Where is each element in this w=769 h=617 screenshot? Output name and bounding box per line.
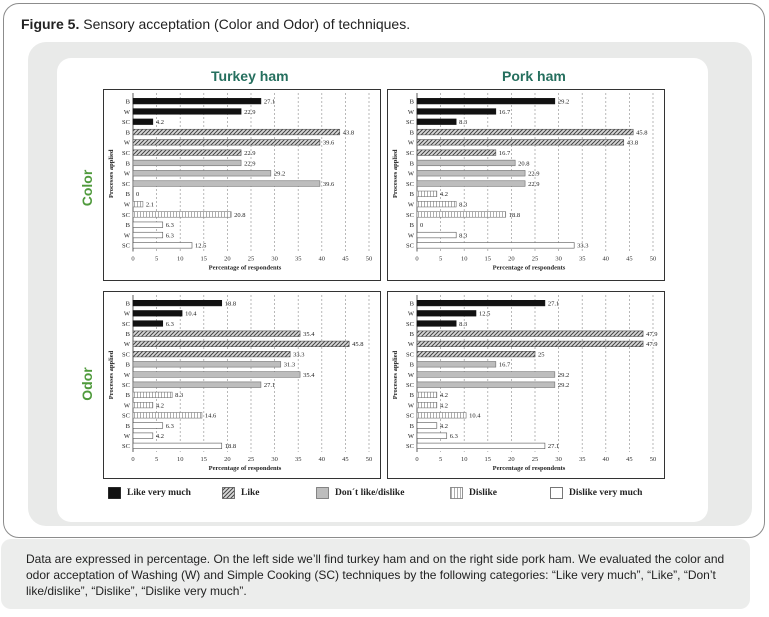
bar-dont_like_dislike xyxy=(417,181,525,187)
category-label: SC xyxy=(406,119,414,127)
bar-like xyxy=(417,351,535,357)
data-label: 8.3 xyxy=(459,320,468,328)
row-label-color: Color xyxy=(79,169,95,207)
data-label: 29.2 xyxy=(273,170,286,178)
category-label: W xyxy=(123,433,130,440)
bar-like xyxy=(133,150,241,156)
category-label: W xyxy=(407,371,414,379)
data-label: 4.2 xyxy=(155,433,164,440)
data-label: 4.2 xyxy=(439,402,448,410)
data-label: 27.1 xyxy=(263,98,276,106)
y-axis-title: Processes applied xyxy=(392,149,399,198)
x-tick-label: 20 xyxy=(224,255,231,263)
category-label: W xyxy=(407,402,414,410)
bar-like xyxy=(133,129,340,135)
bar-dislike xyxy=(417,413,466,419)
bar-dislike_very_much xyxy=(133,243,192,249)
chart-turkey-odor xyxy=(103,291,381,479)
category-label: W xyxy=(407,139,414,147)
bar-like_very_much xyxy=(417,300,545,306)
data-label: 18.8 xyxy=(508,211,521,219)
legend-item-dislike xyxy=(450,486,497,500)
x-tick-label: 35 xyxy=(578,255,586,263)
data-label: 33.3 xyxy=(577,242,589,250)
data-label: 35.4 xyxy=(303,371,315,379)
data-label: 4.2 xyxy=(155,402,164,410)
category-label: B xyxy=(125,160,130,168)
data-label: 18.8 xyxy=(224,300,237,308)
category-label: W xyxy=(123,310,130,318)
x-tick-label: 40 xyxy=(318,255,326,263)
bar-like_very_much xyxy=(417,109,496,115)
legend-label: Dislike xyxy=(469,488,497,498)
bar-dislike_very_much xyxy=(133,433,153,439)
figure-title-text: Sensory acceptation (Color and Odor) of techniques. xyxy=(79,16,411,32)
data-label: 4.2 xyxy=(439,422,448,430)
x-tick-label: 0 xyxy=(131,255,135,263)
category-label: W xyxy=(123,108,130,116)
category-label: B xyxy=(125,392,130,400)
bar-like_very_much xyxy=(133,311,182,317)
x-tick-label: 0 xyxy=(131,456,135,463)
x-tick-label: 40 xyxy=(318,456,326,463)
data-label: 45.8 xyxy=(352,341,364,349)
legend-label: Like very much xyxy=(127,488,191,498)
data-label: 18.8 xyxy=(224,443,237,451)
category-label: SC xyxy=(406,180,414,188)
data-label: 4.2 xyxy=(439,191,448,199)
x-tick-label: 10 xyxy=(460,255,468,263)
category-label: B xyxy=(125,361,130,369)
x-tick-label: 45 xyxy=(342,255,349,263)
bar-dislike xyxy=(417,212,506,218)
bar-like_very_much xyxy=(133,109,241,115)
bar-dislike xyxy=(417,392,437,398)
category-label: SC xyxy=(122,119,130,127)
category-label: B xyxy=(409,191,414,199)
x-tick-label: 35 xyxy=(294,456,302,463)
data-label: 6.3 xyxy=(165,422,174,430)
bar-like xyxy=(133,140,320,146)
data-label: 6.3 xyxy=(449,433,458,440)
bar-dislike xyxy=(417,201,456,207)
x-tick-label: 45 xyxy=(626,456,633,463)
bar-dislike xyxy=(417,402,437,408)
legend-label: Like xyxy=(241,488,260,498)
data-label: 29.2 xyxy=(557,98,570,106)
category-label: B xyxy=(409,160,414,168)
bar-like xyxy=(417,140,624,146)
data-label: 25 xyxy=(538,351,545,359)
bar-dislike_very_much xyxy=(417,443,545,449)
category-label: SC xyxy=(406,443,414,451)
bar-like xyxy=(417,331,643,337)
category-label: SC xyxy=(122,242,130,250)
bar-like_very_much xyxy=(417,321,456,327)
category-label: W xyxy=(123,402,130,410)
category-label: W xyxy=(123,232,130,240)
category-label: B xyxy=(409,392,414,400)
bar-like xyxy=(417,341,643,347)
legend-label: Dislike very much xyxy=(569,488,643,498)
bar-like_very_much xyxy=(133,119,153,125)
column-title-turkey: Turkey ham xyxy=(211,68,289,84)
bar-dislike xyxy=(133,392,172,398)
data-label: 47.9 xyxy=(646,331,658,338)
category-label: B xyxy=(125,222,130,230)
data-label: 16.7 xyxy=(498,108,511,116)
legend-item-dislike-very-much xyxy=(550,486,642,500)
bar-dislike_very_much xyxy=(133,222,163,228)
data-label: 29.2 xyxy=(557,371,570,379)
category-label: SC xyxy=(122,320,130,328)
bar-like xyxy=(417,129,633,135)
data-label: 20.8 xyxy=(234,211,246,219)
x-tick-label: 20 xyxy=(224,456,231,463)
x-tick-label: 10 xyxy=(460,456,468,463)
x-axis-title: Percentage of respondents xyxy=(492,465,566,472)
x-tick-label: 30 xyxy=(271,456,278,463)
bar-like_very_much xyxy=(417,98,555,104)
y-axis-title: Processes applied xyxy=(108,350,115,400)
category-label: W xyxy=(123,371,130,379)
chart-turkey-color xyxy=(103,89,381,281)
bar-dont_like_dislike xyxy=(133,372,300,378)
y-axis-title: Processes applied xyxy=(108,149,115,198)
category-label: W xyxy=(123,139,130,147)
bar-like_very_much xyxy=(417,119,456,125)
category-label: SC xyxy=(406,320,414,328)
x-tick-label: 10 xyxy=(176,255,184,263)
legend-swatch xyxy=(316,487,329,499)
data-label: 27.1 xyxy=(547,443,560,451)
data-label: 27.1 xyxy=(547,300,560,308)
bar-dislike_very_much xyxy=(417,433,447,439)
category-label: B xyxy=(125,98,130,106)
legend-swatch xyxy=(450,487,463,499)
bar-dont_like_dislike xyxy=(417,160,515,166)
legend-swatch xyxy=(108,487,121,499)
bar-dont_like_dislike xyxy=(417,382,555,388)
x-tick-label: 5 xyxy=(438,456,443,463)
bar-like_very_much xyxy=(417,311,476,317)
data-label: 22.9 xyxy=(244,108,256,116)
category-label: SC xyxy=(122,382,130,389)
legend-label: Don´t like/dislike xyxy=(335,488,405,498)
x-tick-label: 15 xyxy=(484,255,492,263)
chart-pork-odor xyxy=(387,291,665,479)
x-tick-label: 35 xyxy=(294,255,302,263)
category-label: SC xyxy=(406,149,414,157)
x-tick-label: 30 xyxy=(271,255,278,263)
x-tick-label: 5 xyxy=(154,255,159,263)
legend-swatch xyxy=(222,487,235,499)
bar-like xyxy=(133,331,300,337)
bar-like_very_much xyxy=(133,300,222,306)
bar-dislike xyxy=(133,212,231,218)
category-label: B xyxy=(125,331,130,338)
x-axis-title: Percentage of respondents xyxy=(208,465,282,472)
data-label: 43.8 xyxy=(626,139,639,147)
bar-dont_like_dislike xyxy=(133,170,271,176)
data-label: 22.9 xyxy=(528,170,540,178)
chart-pork-color xyxy=(387,89,665,281)
category-label: W xyxy=(407,170,414,178)
data-label: 16.7 xyxy=(498,361,511,369)
bar-like xyxy=(133,341,349,347)
caption-box xyxy=(1,539,750,609)
x-axis-title: Percentage of respondents xyxy=(208,264,282,272)
bar-dislike_very_much xyxy=(133,232,163,238)
category-label: B xyxy=(409,331,414,338)
x-tick-label: 45 xyxy=(342,456,349,463)
x-tick-label: 30 xyxy=(555,456,562,463)
bar-dislike_very_much xyxy=(417,243,574,249)
data-label: 8.3 xyxy=(175,392,184,400)
x-tick-label: 20 xyxy=(508,255,515,263)
category-label: B xyxy=(409,300,414,308)
legend-swatch xyxy=(550,487,563,499)
y-axis-title: Processes applied xyxy=(392,350,399,400)
category-label: B xyxy=(409,361,414,369)
bar-dont_like_dislike xyxy=(417,372,555,378)
category-label: W xyxy=(123,170,130,178)
category-label: B xyxy=(409,98,414,106)
x-tick-label: 0 xyxy=(415,456,419,463)
column-title-pork: Pork ham xyxy=(502,68,566,84)
bar-like_very_much xyxy=(133,98,261,104)
data-label: 33.3 xyxy=(293,351,305,359)
data-label: 47.9 xyxy=(646,341,658,349)
bar-dont_like_dislike xyxy=(133,181,320,187)
bar-dislike_very_much xyxy=(417,423,437,429)
bar-like xyxy=(133,351,290,357)
data-label: 43.8 xyxy=(342,129,355,137)
bar-dont_like_dislike xyxy=(133,362,281,368)
x-tick-label: 0 xyxy=(415,255,419,263)
category-label: W xyxy=(407,108,414,116)
data-label: 0 xyxy=(420,222,424,230)
figure-label: Figure 5. xyxy=(21,16,80,32)
caption-text: Data are expressed in percentage. On the left side we’ll find turkey ham and on the right side pork ham. We evaluated the color and odor acceptation of Washing (W) and Simple Cooking (SC) techniques by the following categories: “Like very much”, “Like”, “Don’t like/dislike”, “Dislike”, “Dislike very much”. xyxy=(26,552,725,598)
bar-dislike_very_much xyxy=(133,443,222,449)
data-label: 14.6 xyxy=(204,412,217,420)
category-label: W xyxy=(407,201,414,209)
category-label: W xyxy=(407,232,414,240)
x-tick-label: 25 xyxy=(531,255,539,263)
x-tick-label: 40 xyxy=(602,255,610,263)
bar-dislike xyxy=(133,201,143,207)
category-label: W xyxy=(407,341,414,349)
category-label: B xyxy=(125,422,130,430)
x-tick-label: 25 xyxy=(247,456,255,463)
data-label: 6.3 xyxy=(165,232,174,240)
legend-item-dont-like-dislike xyxy=(316,486,404,500)
category-label: SC xyxy=(406,382,414,389)
x-tick-label: 5 xyxy=(438,255,443,263)
x-tick-label: 50 xyxy=(365,255,373,263)
category-label: SC xyxy=(406,211,414,219)
category-label: B xyxy=(409,422,414,430)
x-tick-label: 40 xyxy=(602,456,610,463)
bar-like xyxy=(417,150,496,156)
x-tick-label: 50 xyxy=(649,255,657,263)
bar-dislike xyxy=(133,402,153,408)
category-label: W xyxy=(407,310,414,318)
data-label: 10.4 xyxy=(185,310,197,318)
category-label: SC xyxy=(122,180,130,188)
category-label: B xyxy=(125,129,130,137)
bar-like_very_much xyxy=(133,321,163,327)
x-tick-label: 25 xyxy=(247,255,255,263)
category-label: B xyxy=(125,191,130,199)
bar-dont_like_dislike xyxy=(133,382,261,388)
bar-dislike xyxy=(417,191,437,197)
x-tick-label: 50 xyxy=(649,456,657,463)
x-tick-label: 5 xyxy=(154,456,159,463)
category-label: B xyxy=(409,222,414,230)
category-label: W xyxy=(407,433,414,440)
bar-dont_like_dislike xyxy=(417,170,525,176)
legend-item-like-very-much xyxy=(108,486,191,500)
data-label: 6.3 xyxy=(165,222,174,230)
data-label: 20.8 xyxy=(518,160,530,168)
data-label: 12.5 xyxy=(195,242,207,250)
category-label: SC xyxy=(122,211,130,219)
legend-item-like xyxy=(222,486,259,500)
data-label: 8.3 xyxy=(459,201,468,209)
category-label: B xyxy=(409,129,414,137)
data-label: 8.3 xyxy=(459,232,468,240)
row-label-odor: Odor xyxy=(79,367,95,401)
x-tick-label: 10 xyxy=(176,456,184,463)
data-label: 22.9 xyxy=(528,180,540,188)
data-label: 12.5 xyxy=(479,310,491,318)
bar-dislike xyxy=(133,413,202,419)
bar-dislike_very_much xyxy=(133,423,163,429)
bar-dont_like_dislike xyxy=(417,362,496,368)
data-label: 22.9 xyxy=(244,160,256,168)
data-label: 39.6 xyxy=(322,180,335,188)
category-label: W xyxy=(123,201,130,209)
data-label: 27.1 xyxy=(263,382,276,389)
category-label: SC xyxy=(122,412,130,420)
data-label: 39.6 xyxy=(322,139,335,147)
x-tick-label: 45 xyxy=(626,255,633,263)
x-tick-label: 50 xyxy=(365,456,373,463)
data-label: 16.7 xyxy=(498,149,511,157)
data-label: 0 xyxy=(136,191,140,199)
x-tick-label: 20 xyxy=(508,456,515,463)
category-label: SC xyxy=(122,443,130,451)
data-label: 35.4 xyxy=(303,331,315,338)
data-label: 8.3 xyxy=(459,119,468,127)
bar-dont_like_dislike xyxy=(133,160,241,166)
x-tick-label: 15 xyxy=(200,456,208,463)
category-label: SC xyxy=(406,242,414,250)
x-tick-label: 35 xyxy=(578,456,586,463)
x-axis-title: Percentage of respondents xyxy=(492,264,566,272)
category-label: SC xyxy=(406,412,414,420)
x-tick-label: 15 xyxy=(200,255,208,263)
data-label: 6.3 xyxy=(165,320,174,328)
data-label: 45.8 xyxy=(636,129,648,137)
data-label: 10.4 xyxy=(469,412,481,420)
data-label: 4.2 xyxy=(155,119,164,127)
bar-dislike_very_much xyxy=(417,232,456,238)
data-label: 31.3 xyxy=(283,361,296,369)
category-label: SC xyxy=(122,351,130,359)
category-label: W xyxy=(123,341,130,349)
data-label: 2.1 xyxy=(145,201,155,209)
x-tick-label: 30 xyxy=(555,255,562,263)
x-tick-label: 25 xyxy=(531,456,539,463)
data-label: 29.2 xyxy=(557,382,570,389)
x-tick-label: 15 xyxy=(484,456,492,463)
data-label: 4.2 xyxy=(439,392,448,400)
figure-title xyxy=(21,16,410,32)
category-label: SC xyxy=(406,351,414,359)
category-label: SC xyxy=(122,149,130,157)
data-label: 22.9 xyxy=(244,149,256,157)
category-label: B xyxy=(125,300,130,308)
